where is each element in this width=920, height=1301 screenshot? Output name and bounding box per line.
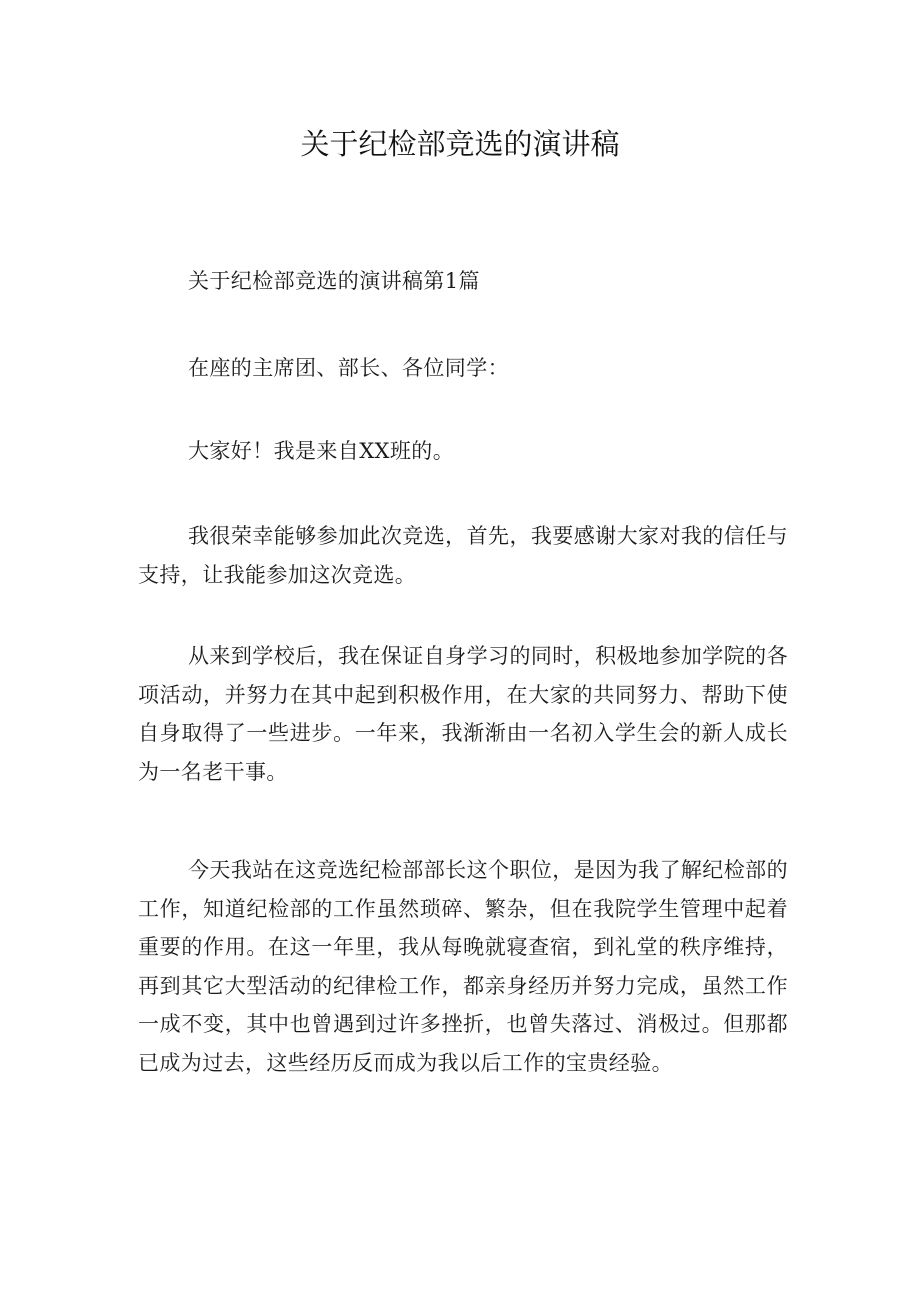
greeting-paragraph: 大家好！我是来自XX班的。: [188, 439, 455, 463]
section-heading: 关于纪检部竞选的演讲稿第1篇: [188, 269, 480, 293]
thanks-paragraph: 我很荣幸能够参加此次竞选，首先，我要感谢大家对我的信任与支持，让我能参加这次竞选。: [138, 524, 788, 587]
salutation-paragraph: 在座的主席团、部长、各位同学：: [188, 356, 509, 380]
document-title: 关于纪检部竞选的演讲稿: [300, 127, 620, 161]
experience-paragraph: 从来到学校后，我在保证自身学习的同时，积极地参加学院的各项活动，并努力在其中起到积极作用，在大家的共同努力、帮助下使自身取得了一些进步。一年来，我渐渐由一名初入学生会的新人成长为一名老干事。: [138, 644, 788, 784]
motivation-paragraph: 今天我站在这竞选纪检部部长这个职位，是因为我了解纪检部的工作，知道纪检部的工作虽然琐碎、繁杂，但在我院学生管理中起着重要的作用。在这一年里，我从每晚就寝查宿，到礼堂的秩序维持，再到其它大型活动的纪律检工作，都亲身经历并努力完成，虽然工作一成不变，其中也曾遇到过许多挫折，也曾失落过、消极过。但那都已成为过去，这些经历反而成为我以后工作的宝贵经验。: [138, 858, 788, 1075]
